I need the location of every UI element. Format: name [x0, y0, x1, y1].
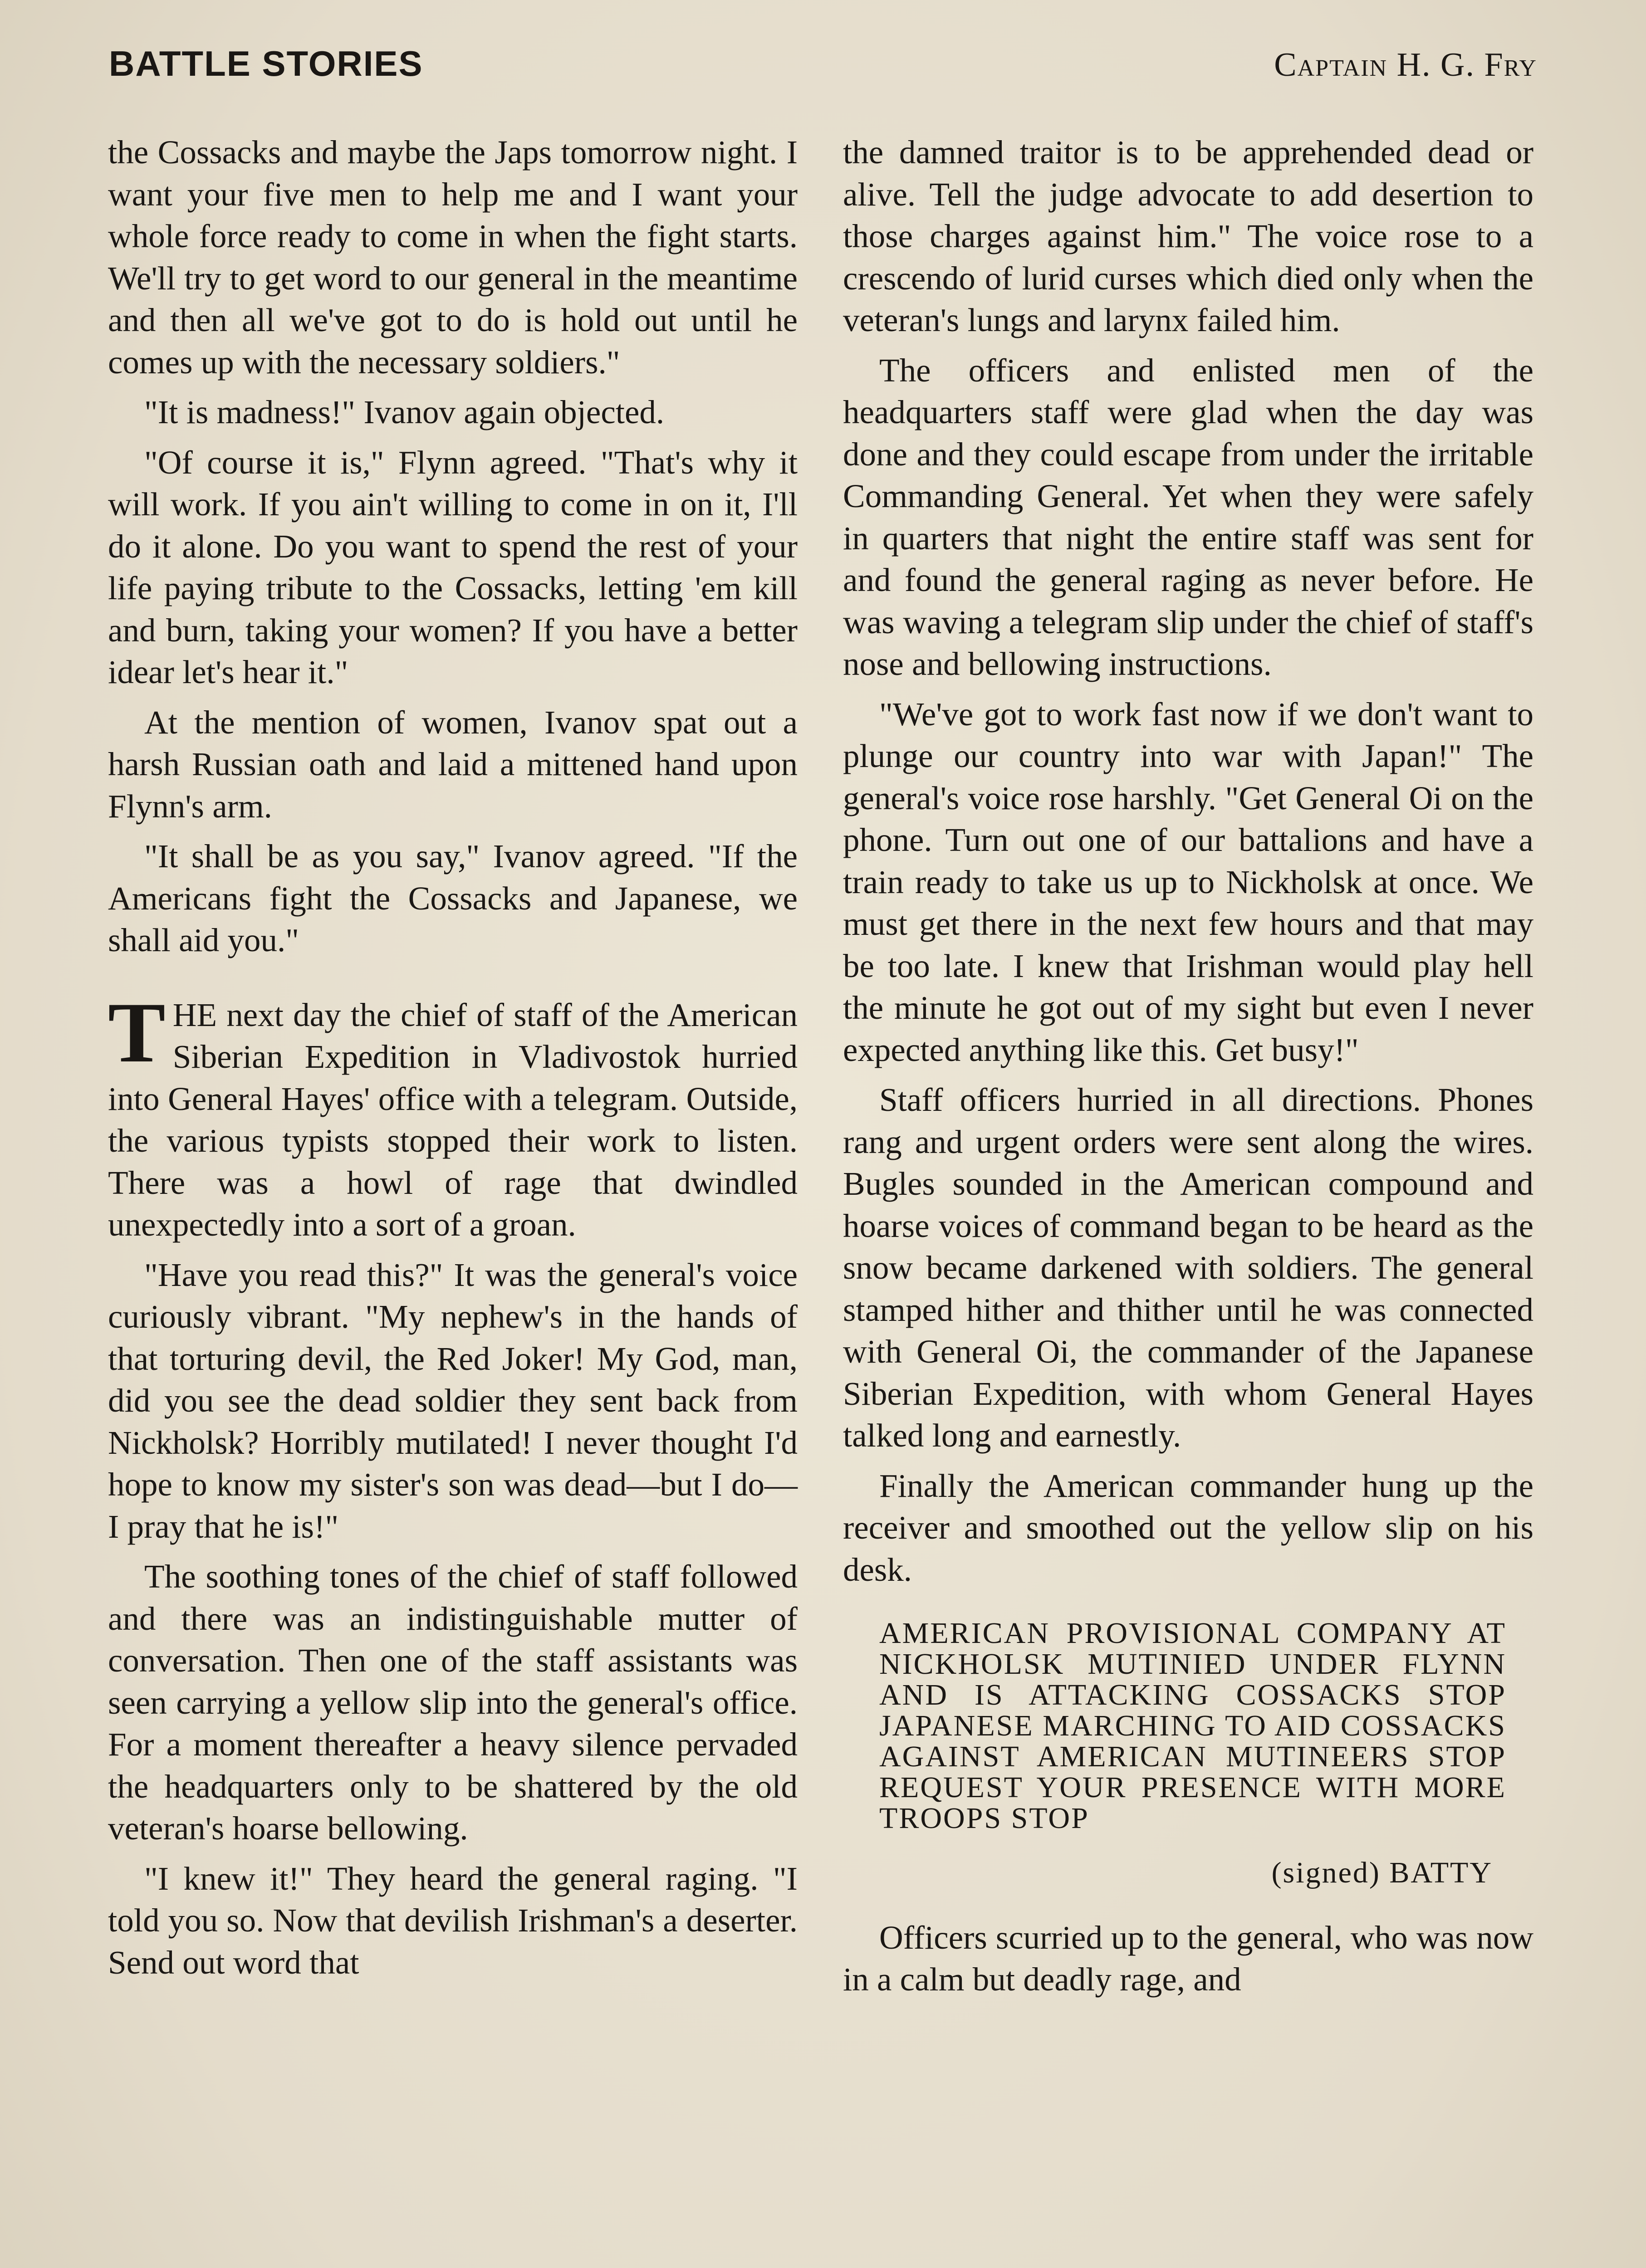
paragraph: Finally the American commander hung up the receiver and smoothed out the yellow slip on his desk.	[843, 1467, 1533, 1588]
paragraph: "I knew it!" They heard the general raging. "I told you so. Now that devilish Irishman's a deserter. Send out word that	[108, 1860, 798, 1981]
left-column	[108, 132, 798, 1984]
paragraph: The soothing tones of the chief of staff followed and there was an indistinguishable mutter of conversation. Then one of the staff assistants was seen carrying a yellow slip into the general's office. For a moment thereafter a heavy silence pervaded the headquarters only to be shattered by the old veteran's hoarse bellowing.	[108, 1558, 798, 1847]
paragraph: "We've got to work fast now if we don't want to plunge our country into war with Japan!" The general's voice rose harshly. "Get General Oi on the phone. Turn out one of our battalions and have a train ready to take us up to Nickholsk at once. We must get there in the next few hours and that may be too late. I knew that Irishman would play hell the minute he got out of my sight but even I never expected anything like this. Get busy!"	[843, 695, 1533, 1068]
telegram-text: AMERICAN PROVISIONAL COMPANY AT NICKHOLSK MUTINIED UNDER FLYNN AND IS ATTACKING COSSACKS STOP JAPANESE MARCHING TO AID COSSACKS AGAINST AMERICAN MUTINEERS STOP REQUEST YOUR PRESENCE WITH MORE TROOPS STOP	[879, 1617, 1506, 1835]
drop-cap: T	[108, 985, 166, 1080]
telegram-signature: (signed) BATTY	[1271, 1856, 1493, 1889]
paragraph: "It shall be as you say," Ivanov agreed. "If the Americans fight the Cossacks and Japanese, we shall aid you."	[108, 838, 798, 958]
paragraph: the damned traitor is to be apprehended dead or alive. Tell the judge advocate to add desertion to those charges against him." The voice rose to a crescendo of lurid curses which died only when the veteran's lungs and larynx failed him.	[843, 134, 1533, 338]
running-head	[109, 43, 1537, 98]
section-opening-text: HE next day the chief of staff of the American Siberian Expedition in Vladivostok hurried into General Hayes' office with a telegram. Outside, the various typists stopped their work to listen. There was a howl of rage that dwindled unexpectedly into a sort of a groan.	[108, 996, 798, 1243]
paragraph: "It is madness!" Ivanov again objected.	[144, 394, 665, 430]
paragraph: At the mention of women, Ivanov spat out a harsh Russian oath and laid a mittened hand upon Flynn's arm.	[108, 704, 798, 825]
paragraph: The officers and enlisted men of the headquarters staff were glad when the day was done and they could escape from under the irritable Commanding General. Yet when they were safely in quarters that night the entire staff was sent for and found the general raging as never before. He was waving a telegram slip under the chief of staff's nose and bellowing instructions.	[843, 352, 1533, 682]
paragraph: "Have you read this?" It was the general's voice curiously vibrant. "My nephew's in the hands of that torturing devil, the Red Joker! My God, man, did you see the dead soldier they sent back from Nickholsk? Horribly mutilated! I never thought I'd hope to know my sister's son was dead—but I do—I pray that he is!"	[108, 1256, 798, 1545]
paragraph: Staff officers hurried in all directions. Phones rang and urgent orders were sent along the wires. Bugles sounded in the American compound and hoarse voices of command began to be heard as the snow became darkened with soldiers. The general stamped hither and thither until he was connected with General Oi, the commander of the Japanese Siberian Expedition, with whom General Hayes talked long and earnestly.	[843, 1081, 1533, 1454]
paragraph: Officers scurried up to the general, who was now in a calm but deadly rage, and	[843, 1919, 1533, 1998]
section-opening-paragraph	[108, 985, 798, 1246]
paragraph: the Cossacks and maybe the Japs tomorrow night. I want your five men to help me and I want your whole force ready to come in when the fight starts. We'll try to get word to our general in the meantime and then all we've got to do is hold out until he comes up with the necessary soldiers."	[108, 134, 798, 381]
paragraph: "Of course it is," Flynn agreed. "That's why it will work. If you ain't willing to come in on it, I'll do it alone. Do you want to spend the rest of your life paying tribute to the Cossacks, letting 'em kill and burn, taking your women? If you have a better idear let's hear it."	[108, 444, 798, 690]
right-column	[843, 132, 1533, 2001]
magazine-title: BATTLE STORIES	[109, 44, 423, 83]
author-name: Captain H. G. Fry	[1274, 46, 1537, 83]
